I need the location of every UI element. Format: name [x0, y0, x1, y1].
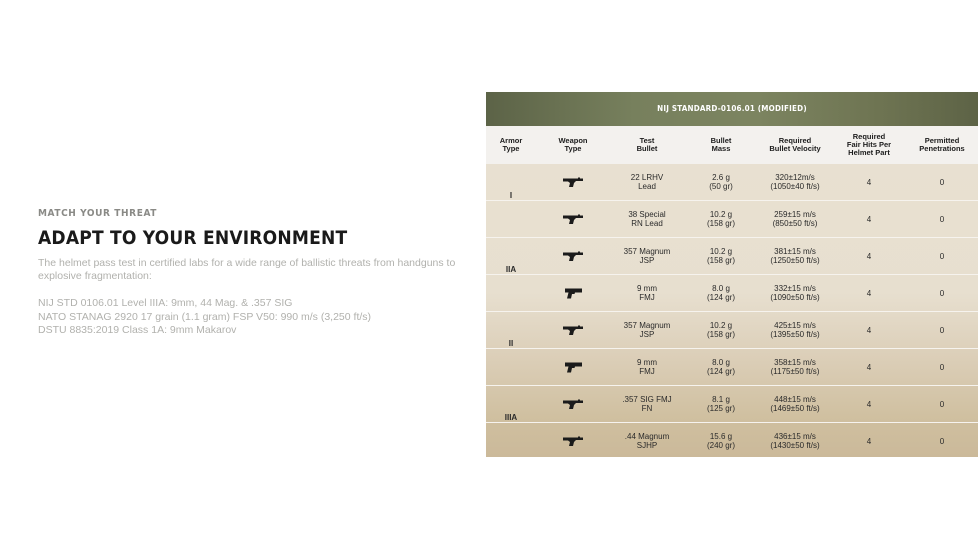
penetrations-cell: 0 — [939, 399, 945, 409]
table-header-row — [486, 126, 978, 164]
standard-line: DSTU 8835:2019 Class 1A: 9mm Makarov — [38, 324, 237, 336]
bullet-mass-cell: 10.2 g (158 gr) — [706, 321, 735, 339]
nij-standard-table — [486, 92, 978, 457]
penetrations-cell: 0 — [939, 177, 945, 187]
fair-hits-cell: 4 — [866, 399, 872, 409]
fair-hits-cell: 4 — [866, 288, 872, 298]
table-row — [486, 386, 978, 423]
revolver-icon — [536, 201, 610, 237]
revolver-icon — [536, 164, 610, 200]
table-row — [486, 349, 978, 386]
table-row — [486, 238, 978, 275]
test-bullet-cell: .44 Magnum SJHP — [624, 432, 670, 450]
table-title: NIJ STANDARD-0106.01 (MODIFIED) — [486, 92, 978, 126]
penetrations-cell: 0 — [939, 325, 945, 335]
header-fair-hits: Required Fair Hits Per Helmet Part — [846, 132, 892, 157]
section-description: The helmet pass test in certified labs for a wide range of ballistic threats from handguns to explosive fragmentation: — [38, 257, 456, 282]
bullet-mass-cell: 8.0 g (124 gr) — [706, 284, 735, 302]
bullet-velocity-cell: 448±15 m/s (1469±50 ft/s) — [770, 395, 820, 413]
fair-hits-cell: 4 — [866, 362, 872, 372]
table-row — [486, 275, 978, 312]
fair-hits-cell: 4 — [866, 177, 872, 187]
bullet-velocity-cell: 358±15 m/s (1175±50 ft/s) — [770, 358, 820, 376]
table-body — [486, 164, 978, 457]
fair-hits-cell: 4 — [866, 436, 872, 446]
armor-type-cell — [486, 275, 536, 311]
bullet-mass-cell: 8.1 g (125 gr) — [706, 395, 735, 413]
header-armor-type: Armor Type — [499, 136, 523, 153]
revolver-icon — [536, 238, 610, 274]
table-row — [486, 201, 978, 238]
header-bullet-mass: Bullet Mass — [710, 136, 732, 153]
standard-line: NIJ STD 0106.01 Level IIIA: 9mm, 44 Mag. & .357 SIG — [38, 297, 293, 309]
bullet-velocity-cell: 332±15 m/s (1090±50 ft/s) — [770, 284, 820, 302]
bullet-velocity-cell: 436±15 m/s (1430±50 ft/s) — [770, 432, 820, 450]
armor-type-cell — [486, 423, 536, 457]
bullet-mass-cell: 8.0 g (124 gr) — [706, 358, 735, 376]
test-bullet-cell: 22 LRHV Lead — [630, 173, 664, 191]
penetrations-cell: 0 — [939, 436, 945, 446]
bullet-mass-cell: 15.6 g (240 gr) — [706, 432, 735, 450]
eyebrow-text: MATCH YOUR THREAT — [38, 208, 157, 219]
test-bullet-cell: 357 Magnum JSP — [623, 247, 671, 265]
table-row — [486, 164, 978, 201]
armor-type-cell: II — [508, 339, 514, 348]
header-penetrations: Permitted Penetrations — [919, 136, 965, 153]
test-bullet-cell: 357 Magnum JSP — [623, 321, 671, 339]
armor-type-cell: I — [509, 191, 513, 200]
test-bullet-cell: .357 SIG FMJ FN — [622, 395, 672, 413]
armor-type-cell — [486, 349, 536, 385]
armor-type-cell: IIA — [505, 265, 517, 274]
bullet-mass-cell: 10.2 g (158 gr) — [706, 247, 735, 265]
bullet-mass-cell: 2.6 g (50 gr) — [709, 173, 733, 191]
penetrations-cell: 0 — [939, 362, 945, 372]
header-weapon-type: Weapon Type — [558, 136, 588, 153]
penetrations-cell: 0 — [939, 251, 945, 261]
header-test-bullet: Test Bullet — [636, 136, 658, 153]
bullet-velocity-cell: 425±15 m/s (1395±50 ft/s) — [770, 321, 820, 339]
revolver-icon — [536, 386, 610, 422]
armor-type-cell: IIIA — [504, 413, 518, 422]
standard-line: NATO STANAG 2920 17 grain (1.1 gram) FSP V50: 990 m/s (3,250 ft/s) — [38, 310, 372, 323]
test-bullet-cell: 38 Special RN Lead — [628, 210, 666, 228]
bullet-velocity-cell: 381±15 m/s (1250±50 ft/s) — [770, 247, 820, 265]
fair-hits-cell: 4 — [866, 214, 872, 224]
penetrations-cell: 0 — [939, 214, 945, 224]
test-bullet-cell: 9 mm FMJ — [637, 358, 657, 376]
section-title: ADAPT TO YOUR ENVIRONMENT — [38, 227, 348, 249]
bullet-velocity-cell: 320±12m/s (1050±40 ft/s) — [770, 173, 820, 191]
header-bullet-velocity: Required Bullet Velocity — [769, 136, 821, 153]
bullet-velocity-cell: 259±15 m/s (850±50 ft/s) — [772, 210, 818, 228]
revolver-icon — [536, 423, 610, 457]
table-row — [486, 312, 978, 349]
pistol-icon — [536, 349, 610, 385]
fair-hits-cell: 4 — [866, 325, 872, 335]
intro-section — [38, 208, 458, 338]
pistol-icon — [536, 275, 610, 311]
table-row — [486, 423, 978, 457]
armor-type-cell — [486, 201, 536, 237]
fair-hits-cell: 4 — [866, 251, 872, 261]
penetrations-cell: 0 — [939, 288, 945, 298]
test-bullet-cell: 9 mm FMJ — [637, 284, 657, 302]
revolver-icon — [536, 312, 610, 348]
standards-list — [38, 297, 458, 338]
bullet-mass-cell: 10.2 g (158 gr) — [706, 210, 735, 228]
